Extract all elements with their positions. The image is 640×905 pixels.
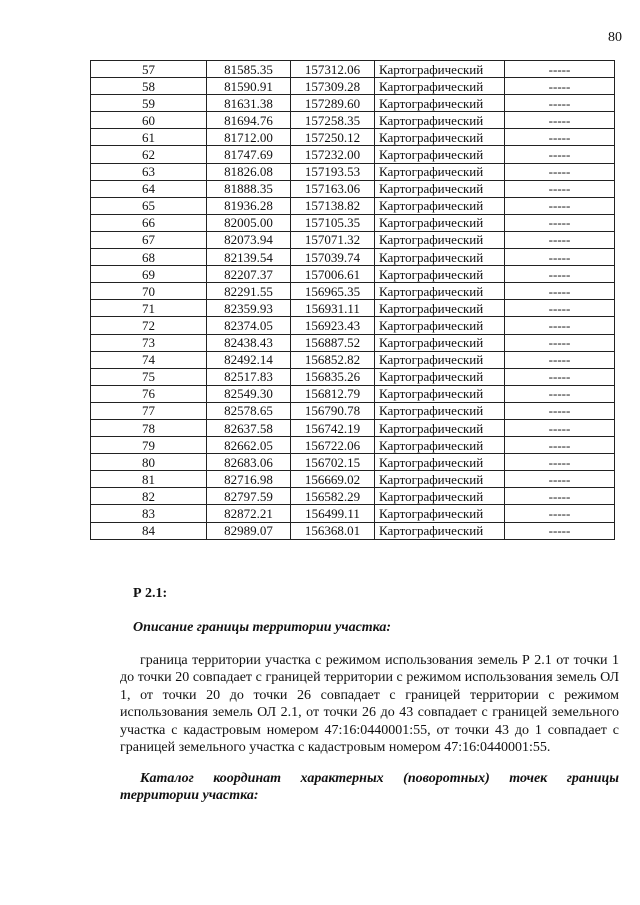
y-coordinate-cell: 156852.82 [291,351,375,368]
x-coordinate-cell: 81590.91 [207,78,291,95]
point-number-cell: 57 [91,61,207,78]
point-number-cell: 73 [91,334,207,351]
point-number-cell: 65 [91,197,207,214]
coordinates-table-body [91,61,615,540]
y-coordinate-cell: 157232.00 [291,146,375,163]
x-coordinate-cell: 81712.00 [207,129,291,146]
table-row [91,78,615,95]
table-row [91,437,615,454]
accuracy-cell: ----- [505,351,615,368]
x-coordinate-cell: 81888.35 [207,180,291,197]
x-coordinate-cell: 82517.83 [207,368,291,385]
method-cell: Картографический [375,78,505,95]
x-coordinate-cell: 82438.43 [207,334,291,351]
table-row [91,266,615,283]
accuracy-cell: ----- [505,129,615,146]
method-cell: Картографический [375,266,505,283]
table-row [91,402,615,419]
table-row [91,471,615,488]
method-cell: Картографический [375,522,505,539]
method-cell: Картографический [375,231,505,248]
table-row [91,61,615,78]
y-coordinate-cell: 157163.06 [291,180,375,197]
y-coordinate-cell: 156931.11 [291,300,375,317]
coordinates-table [90,60,615,540]
x-coordinate-cell: 82637.58 [207,419,291,436]
accuracy-cell: ----- [505,385,615,402]
method-cell: Картографический [375,163,505,180]
y-coordinate-cell: 156835.26 [291,368,375,385]
method-cell: Картографический [375,180,505,197]
accuracy-cell: ----- [505,488,615,505]
point-number-cell: 66 [91,214,207,231]
accuracy-cell: ----- [505,78,615,95]
point-number-cell: 62 [91,146,207,163]
accuracy-cell: ----- [505,180,615,197]
table-row [91,368,615,385]
method-cell: Картографический [375,61,505,78]
point-number-cell: 70 [91,283,207,300]
method-cell: Картографический [375,437,505,454]
x-coordinate-cell: 82989.07 [207,522,291,539]
y-coordinate-cell: 157309.28 [291,78,375,95]
x-coordinate-cell: 82139.54 [207,249,291,266]
point-number-cell: 58 [91,78,207,95]
y-coordinate-cell: 156923.43 [291,317,375,334]
method-cell: Картографический [375,214,505,231]
x-coordinate-cell: 81631.38 [207,95,291,112]
y-coordinate-cell: 156582.29 [291,488,375,505]
table-row [91,454,615,471]
y-coordinate-cell: 157071.32 [291,231,375,248]
method-cell: Картографический [375,351,505,368]
method-cell: Картографический [375,95,505,112]
accuracy-cell: ----- [505,231,615,248]
table-row [91,214,615,231]
point-number-cell: 59 [91,95,207,112]
accuracy-cell: ----- [505,368,615,385]
table-row [91,129,615,146]
method-cell: Картографический [375,129,505,146]
point-number-cell: 81 [91,471,207,488]
x-coordinate-cell: 81936.28 [207,197,291,214]
method-cell: Картографический [375,112,505,129]
table-row [91,317,615,334]
method-cell: Картографический [375,317,505,334]
y-coordinate-cell: 156790.78 [291,402,375,419]
y-coordinate-cell: 156812.79 [291,385,375,402]
table-row [91,163,615,180]
page-number: 80 [608,30,622,45]
x-coordinate-cell: 82359.93 [207,300,291,317]
method-cell: Картографический [375,454,505,471]
method-cell: Картографический [375,385,505,402]
point-number-cell: 67 [91,231,207,248]
method-cell: Картографический [375,368,505,385]
table-row [91,283,615,300]
table-row [91,505,615,522]
table-row [91,146,615,163]
x-coordinate-cell: 82662.05 [207,437,291,454]
y-coordinate-cell: 156722.06 [291,437,375,454]
y-coordinate-cell: 156742.19 [291,419,375,436]
section-title: Р 2.1: [133,586,168,601]
point-number-cell: 60 [91,112,207,129]
accuracy-cell: ----- [505,146,615,163]
point-number-cell: 61 [91,129,207,146]
table-row [91,488,615,505]
y-coordinate-cell: 157258.35 [291,112,375,129]
x-coordinate-cell: 82716.98 [207,471,291,488]
x-coordinate-cell: 82291.55 [207,283,291,300]
method-cell: Картографический [375,402,505,419]
method-cell: Картографический [375,334,505,351]
x-coordinate-cell: 81585.35 [207,61,291,78]
x-coordinate-cell: 82207.37 [207,266,291,283]
x-coordinate-cell: 81826.08 [207,163,291,180]
catalog-heading: Каталог координат характерных (поворотных) точек границы территории участка: [120,771,619,804]
point-number-cell: 82 [91,488,207,505]
point-number-cell: 77 [91,402,207,419]
table-row [91,300,615,317]
description-text: граница территории участка с режимом использования земель Р 2.1 от точки 1 до точки 20 совпадает с границей территории с режимом использования земель ОЛ 1, от точки 20 до точки 26 совпадает с границей территории с режимом использования земель ОЛ 2.1, от точки 26 до 43 совпадает с границей земельного участка с кадастровым номером 47:16:0440001:55, от точки 43 до 1 совпадает с границей земельного участка с кадастровым номером 47:16:0440001:55. [120,653,619,756]
x-coordinate-cell: 81747.69 [207,146,291,163]
table-row [91,95,615,112]
method-cell: Картографический [375,283,505,300]
accuracy-cell: ----- [505,95,615,112]
y-coordinate-cell: 157193.53 [291,163,375,180]
accuracy-cell: ----- [505,266,615,283]
accuracy-cell: ----- [505,317,615,334]
y-coordinate-cell: 157039.74 [291,249,375,266]
x-coordinate-cell: 82578.65 [207,402,291,419]
table-row [91,419,615,436]
accuracy-cell: ----- [505,419,615,436]
method-cell: Картографический [375,146,505,163]
y-coordinate-cell: 157289.60 [291,95,375,112]
accuracy-cell: ----- [505,61,615,78]
table-row [91,249,615,266]
y-coordinate-cell: 157138.82 [291,197,375,214]
table-row [91,351,615,368]
x-coordinate-cell: 81694.76 [207,112,291,129]
point-number-cell: 74 [91,351,207,368]
y-coordinate-cell: 156499.11 [291,505,375,522]
y-coordinate-cell: 156368.01 [291,522,375,539]
y-coordinate-cell: 156887.52 [291,334,375,351]
y-coordinate-cell: 156702.15 [291,454,375,471]
point-number-cell: 76 [91,385,207,402]
accuracy-cell: ----- [505,112,615,129]
y-coordinate-cell: 157250.12 [291,129,375,146]
y-coordinate-cell: 157105.35 [291,214,375,231]
table-row [91,180,615,197]
x-coordinate-cell: 82549.30 [207,385,291,402]
accuracy-cell: ----- [505,454,615,471]
method-cell: Картографический [375,197,505,214]
table-row [91,522,615,539]
point-number-cell: 72 [91,317,207,334]
accuracy-cell: ----- [505,471,615,488]
accuracy-cell: ----- [505,249,615,266]
x-coordinate-cell: 82872.21 [207,505,291,522]
accuracy-cell: ----- [505,197,615,214]
x-coordinate-cell: 82005.00 [207,214,291,231]
point-number-cell: 63 [91,163,207,180]
x-coordinate-cell: 82797.59 [207,488,291,505]
accuracy-cell: ----- [505,505,615,522]
point-number-cell: 84 [91,522,207,539]
point-number-cell: 75 [91,368,207,385]
table-row [91,385,615,402]
description-heading: Описание границы территории участка: [133,620,392,635]
accuracy-cell: ----- [505,334,615,351]
table-row [91,231,615,248]
accuracy-cell: ----- [505,402,615,419]
accuracy-cell: ----- [505,522,615,539]
accuracy-cell: ----- [505,214,615,231]
point-number-cell: 80 [91,454,207,471]
x-coordinate-cell: 82492.14 [207,351,291,368]
table-row [91,334,615,351]
table-row [91,112,615,129]
x-coordinate-cell: 82683.06 [207,454,291,471]
accuracy-cell: ----- [505,437,615,454]
point-number-cell: 79 [91,437,207,454]
point-number-cell: 68 [91,249,207,266]
method-cell: Картографический [375,471,505,488]
method-cell: Картографический [375,419,505,436]
y-coordinate-cell: 156669.02 [291,471,375,488]
y-coordinate-cell: 156965.35 [291,283,375,300]
method-cell: Картографический [375,249,505,266]
x-coordinate-cell: 82073.94 [207,231,291,248]
y-coordinate-cell: 157312.06 [291,61,375,78]
accuracy-cell: ----- [505,300,615,317]
table-row [91,197,615,214]
method-cell: Картографический [375,505,505,522]
point-number-cell: 64 [91,180,207,197]
point-number-cell: 83 [91,505,207,522]
point-number-cell: 71 [91,300,207,317]
x-coordinate-cell: 82374.05 [207,317,291,334]
method-cell: Картографический [375,300,505,317]
y-coordinate-cell: 157006.61 [291,266,375,283]
accuracy-cell: ----- [505,163,615,180]
point-number-cell: 69 [91,266,207,283]
point-number-cell: 78 [91,419,207,436]
accuracy-cell: ----- [505,283,615,300]
method-cell: Картографический [375,488,505,505]
